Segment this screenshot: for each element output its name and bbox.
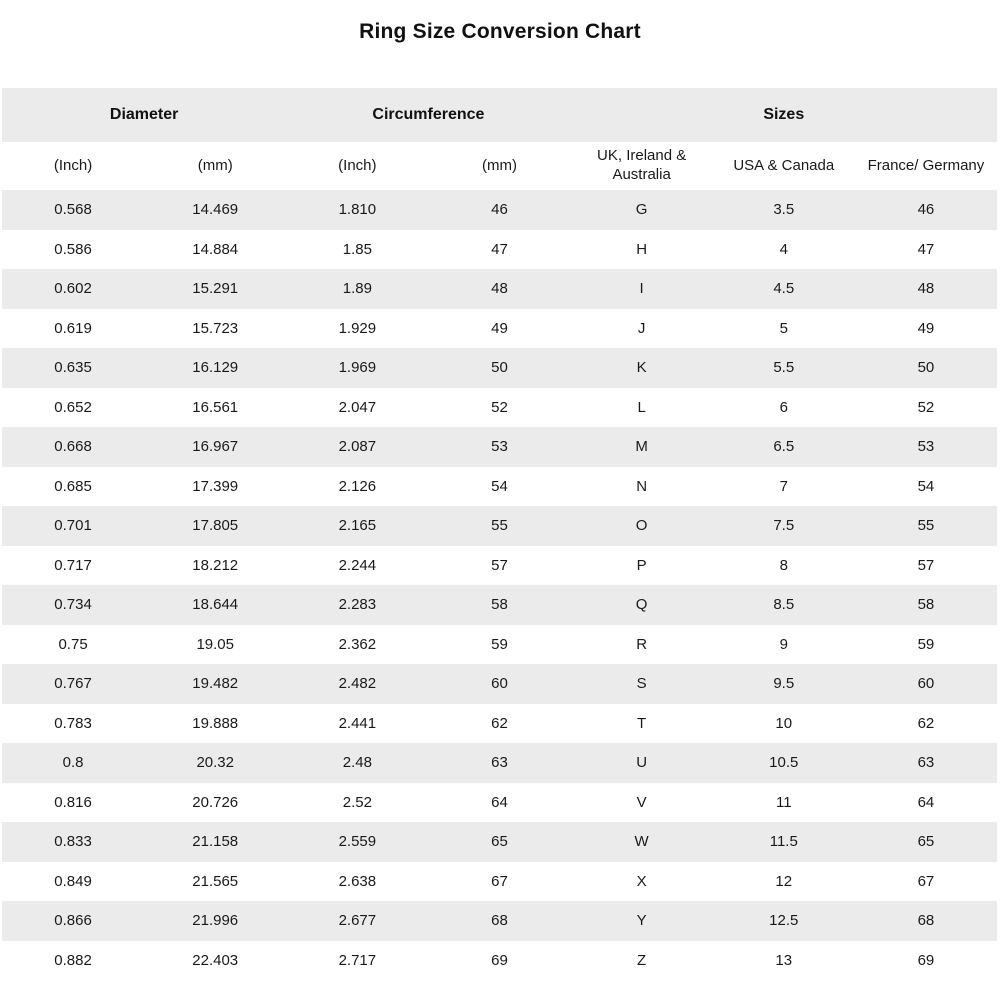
table-cell: Z [637, 951, 647, 969]
table-cell: 46 [917, 201, 935, 219]
table-cell: 64 [491, 793, 508, 811]
table-cell: 0.635 [54, 359, 92, 377]
table-cell: X [636, 872, 647, 890]
table-row [2, 862, 997, 902]
table-row [2, 901, 997, 941]
table-cell: 15.723 [192, 319, 239, 337]
subheader-france-germany: France/ Germany [855, 142, 997, 190]
table-cell: 0.602 [54, 280, 92, 298]
group-header-diameter: Diameter [2, 88, 286, 142]
table-cell: 2.165 [338, 517, 377, 535]
table-cell: 0.701 [54, 517, 92, 535]
table-cell: 0.668 [54, 438, 92, 456]
table-cell: 0.833 [54, 833, 92, 851]
table-cell: 11 [775, 793, 792, 811]
table-cell: 7.5 [773, 517, 795, 535]
table-cell: 52 [491, 398, 508, 416]
table-cell: Q [635, 596, 648, 614]
table-cell: 6.5 [773, 438, 795, 456]
table-cell: 2.482 [338, 675, 377, 693]
table-cell: 0.849 [54, 872, 92, 890]
table-cell: T [637, 714, 647, 732]
table-cell: P [636, 556, 647, 574]
table-cell: 59 [917, 635, 935, 653]
table-cell: 2.126 [338, 477, 377, 495]
table-cell: 0.734 [54, 596, 92, 614]
subheader-circumference-mm: (mm) [428, 142, 570, 190]
table-row [2, 941, 997, 981]
table-cell: 15.291 [192, 280, 239, 298]
table-cell: 9 [779, 635, 788, 653]
table-cell: 16.129 [192, 359, 239, 377]
table-cell: N [636, 477, 648, 495]
table-cell: 21.565 [192, 872, 239, 890]
table-row [2, 783, 997, 823]
table-cell: 54 [491, 477, 508, 495]
table-cell: 5.5 [773, 359, 795, 377]
table-cell: 17.805 [192, 517, 239, 535]
table-cell: 2.087 [338, 438, 377, 456]
table-cell: 55 [491, 517, 508, 535]
table-cell: 62 [491, 714, 508, 732]
table-cell: 19.888 [192, 714, 239, 732]
table-cell: 52 [917, 398, 935, 416]
table-cell: 63 [917, 754, 935, 772]
table-cell: 0.717 [54, 556, 92, 574]
table-cell: 2.441 [338, 714, 377, 732]
table-cell: 0.816 [54, 793, 92, 811]
table-cell: 53 [917, 438, 935, 456]
table-cell: 47 [491, 240, 508, 258]
table-cell: 17.399 [192, 477, 239, 495]
table-cell: 2.677 [338, 912, 377, 930]
table-cell: 68 [491, 912, 508, 930]
table-cell: 12.5 [769, 912, 799, 930]
table-cell: 69 [491, 951, 508, 969]
table-cell: 21.158 [192, 833, 239, 851]
table-cell: 49 [491, 319, 508, 337]
table-header [2, 88, 997, 190]
table-cell: H [636, 240, 648, 258]
table-cell: 0.619 [54, 319, 92, 337]
table-row [2, 348, 997, 388]
table-cell: 58 [491, 596, 508, 614]
table-cell: 0.685 [54, 477, 92, 495]
table-cell: 57 [491, 556, 508, 574]
table-row [2, 269, 997, 309]
table-cell: 2.52 [342, 793, 372, 811]
table-cell: 0.866 [54, 912, 92, 930]
group-header-circumference: Circumference [286, 88, 570, 142]
table-cell: 7 [779, 477, 788, 495]
table-row [2, 230, 997, 270]
table-group-header-row [2, 88, 997, 142]
table-cell: 22.403 [192, 951, 239, 969]
table-cell: 46 [491, 201, 508, 219]
table-cell: Y [636, 912, 647, 930]
table-row [2, 467, 997, 507]
table-cell: 69 [917, 951, 935, 969]
table-cell: 2.283 [338, 596, 377, 614]
table-cell: 1.969 [338, 359, 377, 377]
table-cell: 16.561 [192, 398, 239, 416]
table-cell: G [635, 201, 648, 219]
table-cell: 18.212 [192, 556, 239, 574]
table-cell: 64 [917, 793, 935, 811]
table-cell: 60 [491, 675, 508, 693]
table-cell: 50 [917, 359, 935, 377]
table-cell: 49 [917, 319, 935, 337]
table-cell: 8 [779, 556, 788, 574]
table-cell: 13 [775, 951, 793, 969]
subheader-circumference-inch: (Inch) [286, 142, 428, 190]
table-cell: J [637, 319, 646, 337]
table-cell: 9.5 [773, 675, 795, 693]
table-cell: S [636, 675, 647, 693]
table-cell: 16.967 [192, 438, 239, 456]
table-cell: 48 [491, 280, 508, 298]
table-cell: 4.5 [773, 280, 795, 298]
ring-size-table [2, 88, 997, 980]
table-cell: 19.05 [196, 635, 234, 653]
table-cell: 0.568 [54, 201, 92, 219]
table-cell: 2.638 [338, 872, 377, 890]
table-cell: 0.8 [62, 754, 84, 772]
table-cell: W [634, 833, 649, 851]
table-cell: 2.717 [338, 951, 377, 969]
table-cell: 58 [917, 596, 935, 614]
table-cell: 67 [917, 872, 935, 890]
table-cell: 20.32 [196, 754, 234, 772]
table-cell: 1.929 [338, 319, 377, 337]
table-cell: 0.882 [54, 951, 92, 969]
table-cell: 2.559 [338, 833, 377, 851]
table-row [2, 585, 997, 625]
table-cell: 3.5 [773, 201, 795, 219]
table-subheader-row [2, 142, 997, 190]
table-cell: 10 [775, 714, 793, 732]
table-cell: 4 [779, 240, 788, 258]
table-row [2, 388, 997, 428]
table-cell: 55 [917, 517, 935, 535]
table-cell: 2.047 [338, 398, 377, 416]
table-cell: 59 [491, 635, 508, 653]
table-cell: 1.89 [342, 280, 372, 298]
table-cell: R [636, 635, 648, 653]
subheader-uk-ireland-australia: UK, Ireland & Australia [571, 142, 713, 190]
table-row [2, 625, 997, 665]
subheader-diameter-inch: (Inch) [2, 142, 144, 190]
table-cell: 68 [917, 912, 935, 930]
group-header-sizes: Sizes [571, 88, 997, 142]
table-cell: 8.5 [773, 596, 795, 614]
table-cell: 14.884 [192, 240, 239, 258]
table-cell: 10.5 [769, 754, 799, 772]
table-cell: 60 [917, 675, 935, 693]
table-row [2, 190, 997, 230]
table-cell: 57 [917, 556, 935, 574]
table-cell: 2.48 [342, 754, 372, 772]
table-cell: I [639, 280, 644, 298]
table-cell: L [637, 398, 646, 416]
table-cell: 67 [491, 872, 508, 890]
table-row [2, 546, 997, 586]
table-row [2, 822, 997, 862]
table-cell: 12 [775, 872, 793, 890]
table-cell: 19.482 [192, 675, 239, 693]
table-cell: 5 [779, 319, 788, 337]
table-cell: 2.362 [338, 635, 377, 653]
subheader-diameter-mm: (mm) [144, 142, 286, 190]
table-cell: 14.469 [192, 201, 239, 219]
table-cell: K [636, 359, 647, 377]
table-cell: 2.244 [338, 556, 377, 574]
table-cell: O [635, 517, 648, 535]
table-cell: 65 [917, 833, 935, 851]
table-cell: 50 [491, 359, 508, 377]
table-row [2, 506, 997, 546]
table-cell: 0.652 [54, 398, 92, 416]
table-body [2, 190, 997, 980]
table-cell: 21.996 [192, 912, 239, 930]
table-cell: 48 [917, 280, 935, 298]
table-cell: M [635, 438, 648, 456]
table-cell: 0.75 [58, 635, 88, 653]
table-cell: V [636, 793, 647, 811]
table-row [2, 427, 997, 467]
table-cell: 0.767 [54, 675, 92, 693]
table-row [2, 309, 997, 349]
table-cell: 62 [917, 714, 935, 732]
table-cell: 47 [917, 240, 935, 258]
table-cell: U [636, 754, 648, 772]
table-cell: 20.726 [192, 793, 239, 811]
table-cell: 65 [491, 833, 508, 851]
table-cell: 1.810 [338, 201, 377, 219]
table-cell: 53 [491, 438, 508, 456]
table-cell: 6 [779, 398, 788, 416]
table-cell: 0.586 [54, 240, 92, 258]
table-cell: 63 [491, 754, 508, 772]
table-cell: 11.5 [769, 833, 798, 851]
subheader-usa-canada: USA & Canada [713, 142, 855, 190]
table-row [2, 704, 997, 744]
table-wrap [2, 88, 997, 980]
table-cell: 18.644 [192, 596, 239, 614]
table-cell: 1.85 [342, 240, 372, 258]
table-row [2, 664, 997, 704]
page-title: Ring Size Conversion Chart [359, 20, 641, 43]
table-cell: 54 [917, 477, 935, 495]
table-row [2, 743, 997, 783]
table-cell: 0.783 [54, 714, 92, 732]
